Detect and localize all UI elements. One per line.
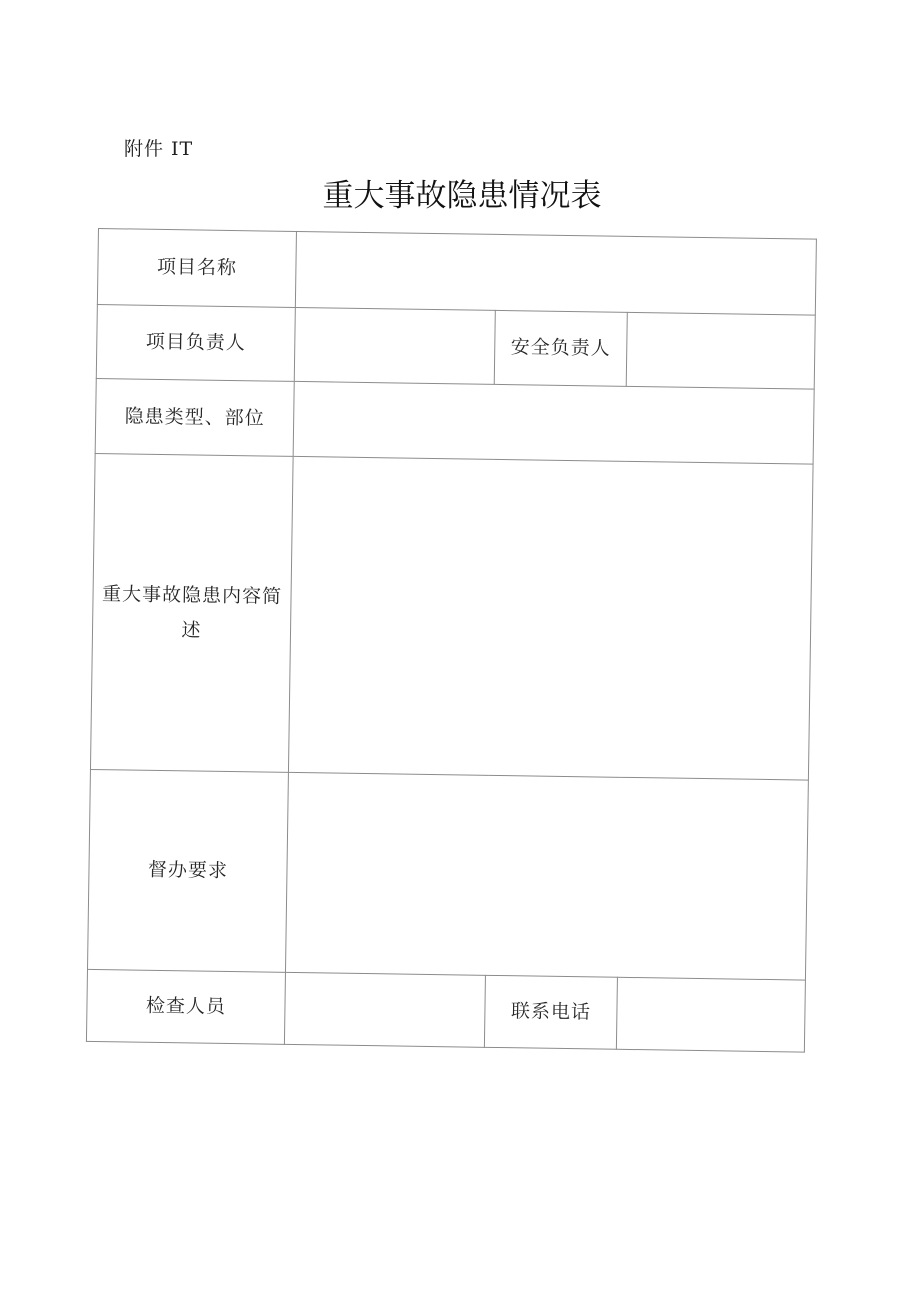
hazard-report-form bbox=[86, 228, 817, 1053]
row-hazard-description bbox=[90, 453, 813, 780]
attachment-label: 附件 IT bbox=[124, 138, 194, 160]
row-managers bbox=[96, 304, 815, 389]
row-hazard-type bbox=[95, 378, 814, 464]
project-manager-label: 项目负责人 bbox=[96, 304, 295, 381]
project-name-label: 项目名称 bbox=[97, 229, 296, 308]
hazard-description-field[interactable] bbox=[288, 456, 813, 780]
hazard-description-label-cell bbox=[90, 453, 293, 772]
supervision-field[interactable] bbox=[285, 772, 808, 980]
row-supervision bbox=[87, 769, 808, 980]
contact-phone-field[interactable] bbox=[616, 977, 805, 1052]
hazard-description-label: 重大事故隐患内容简述 bbox=[101, 583, 283, 642]
contact-phone-label: 联系电话 bbox=[484, 975, 617, 1049]
safety-manager-label: 安全负责人 bbox=[494, 310, 627, 386]
supervision-label: 督办要求 bbox=[87, 769, 288, 972]
project-name-field[interactable] bbox=[295, 231, 816, 315]
hazard-type-label: 隐患类型、部位 bbox=[95, 378, 294, 456]
project-manager-field[interactable] bbox=[294, 307, 495, 384]
inspector-field[interactable] bbox=[284, 972, 485, 1047]
safety-manager-field[interactable] bbox=[626, 312, 815, 389]
row-inspector bbox=[86, 969, 805, 1052]
document-title: 重大事故隐患情况表 bbox=[322, 178, 602, 214]
hazard-type-field[interactable] bbox=[293, 381, 814, 464]
inspector-label: 检查人员 bbox=[86, 969, 285, 1044]
row-project-name bbox=[97, 229, 816, 316]
